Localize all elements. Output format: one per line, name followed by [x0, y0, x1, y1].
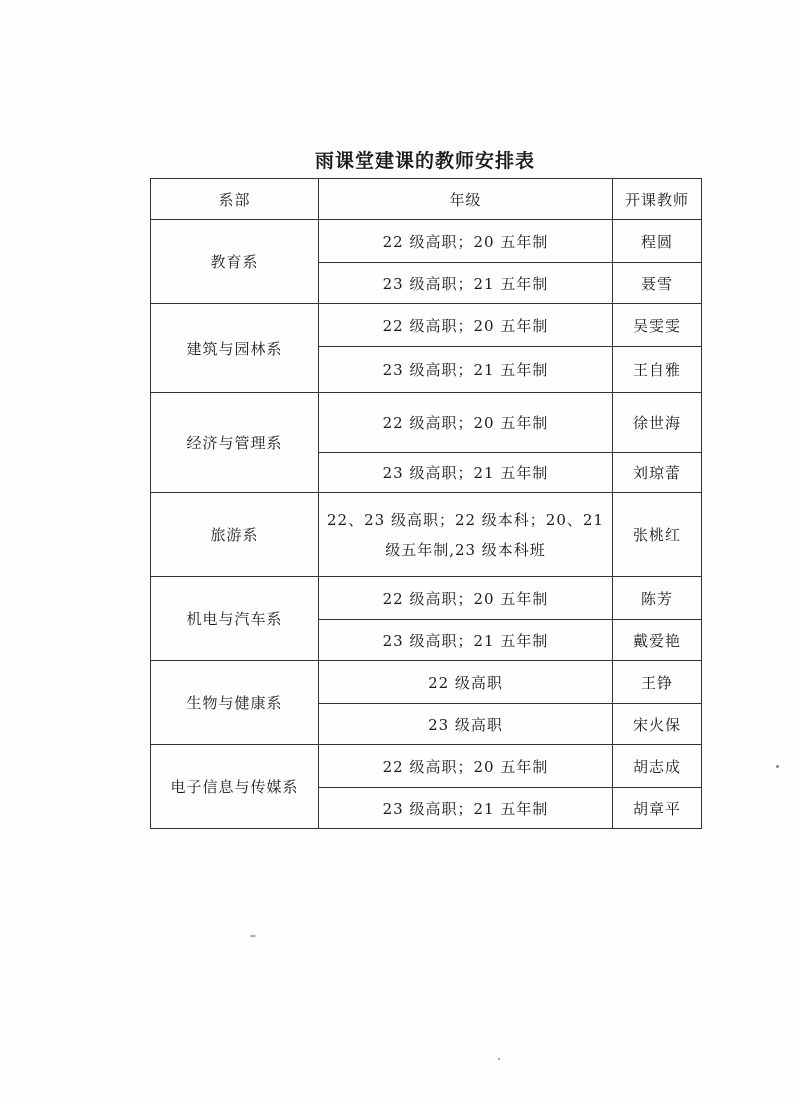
table-row: [151, 493, 702, 577]
teacher-cell: 聂雪: [613, 263, 702, 304]
grade-cell: 23 级高职；21 五年制: [319, 620, 613, 661]
grade-cell: 23 级高职: [319, 704, 613, 745]
table-row: [151, 304, 702, 347]
grade-cell: 23 级高职；21 五年制: [319, 788, 613, 829]
teacher-cell: 王自雅: [613, 347, 702, 393]
department-cell: 经济与管理系: [151, 393, 319, 493]
teacher-cell: 胡章平: [613, 788, 702, 829]
teacher-cell: 宋火保: [613, 704, 702, 745]
department-cell: 机电与汽车系: [151, 577, 319, 661]
teacher-cell: 程圆: [613, 220, 702, 263]
grade-cell-multiline: [319, 493, 613, 577]
document-title: 雨课堂建课的教师安排表: [314, 150, 535, 172]
department-cell: 教育系: [151, 220, 319, 304]
teacher-cell: 刘琼蕾: [613, 453, 702, 493]
grade-line: 级五年制,23 级本科班: [385, 540, 546, 559]
grade-cell: 23 级高职；21 五年制: [319, 453, 613, 493]
scan-speck: [250, 935, 256, 937]
grade-cell: 22 级高职；20 五年制: [319, 745, 613, 788]
table-row: [151, 220, 702, 263]
table-row: [151, 661, 702, 704]
header-grade: 年级: [319, 179, 613, 220]
grade-cell: 22 级高职；20 五年制: [319, 577, 613, 620]
table-row: [151, 745, 702, 788]
scan-speck: [776, 765, 779, 768]
table-header-row: [151, 179, 702, 220]
scan-speck: [498, 1058, 500, 1060]
department-cell: 电子信息与传媒系: [151, 745, 319, 829]
department-cell: 生物与健康系: [151, 661, 319, 745]
teacher-cell: 徐世海: [613, 393, 702, 453]
teacher-schedule-table: [150, 178, 702, 829]
header-department: 系部: [151, 179, 319, 220]
grade-cell: 23 级高职；21 五年制: [319, 263, 613, 304]
grade-cell: 23 级高职；21 五年制: [319, 347, 613, 393]
grade-line: 22、23 级高职；22 级本科；20、21: [327, 510, 604, 529]
header-teacher: 开课教师: [613, 179, 702, 220]
table-row: [151, 577, 702, 620]
teacher-cell: 吴雯雯: [613, 304, 702, 347]
teacher-cell: 胡志成: [613, 745, 702, 788]
teacher-cell: 陈芳: [613, 577, 702, 620]
department-cell: 建筑与园林系: [151, 304, 319, 393]
grade-cell: 22 级高职: [319, 661, 613, 704]
grade-cell: 22 级高职；20 五年制: [319, 304, 613, 347]
grade-cell: 22 级高职；20 五年制: [319, 220, 613, 263]
table-row: [151, 393, 702, 453]
grade-cell: 22 级高职；20 五年制: [319, 393, 613, 453]
teacher-cell: 王铮: [613, 661, 702, 704]
teacher-cell: 戴爱艳: [613, 620, 702, 661]
teacher-cell: 张桃红: [613, 493, 702, 577]
department-cell: 旅游系: [151, 493, 319, 577]
